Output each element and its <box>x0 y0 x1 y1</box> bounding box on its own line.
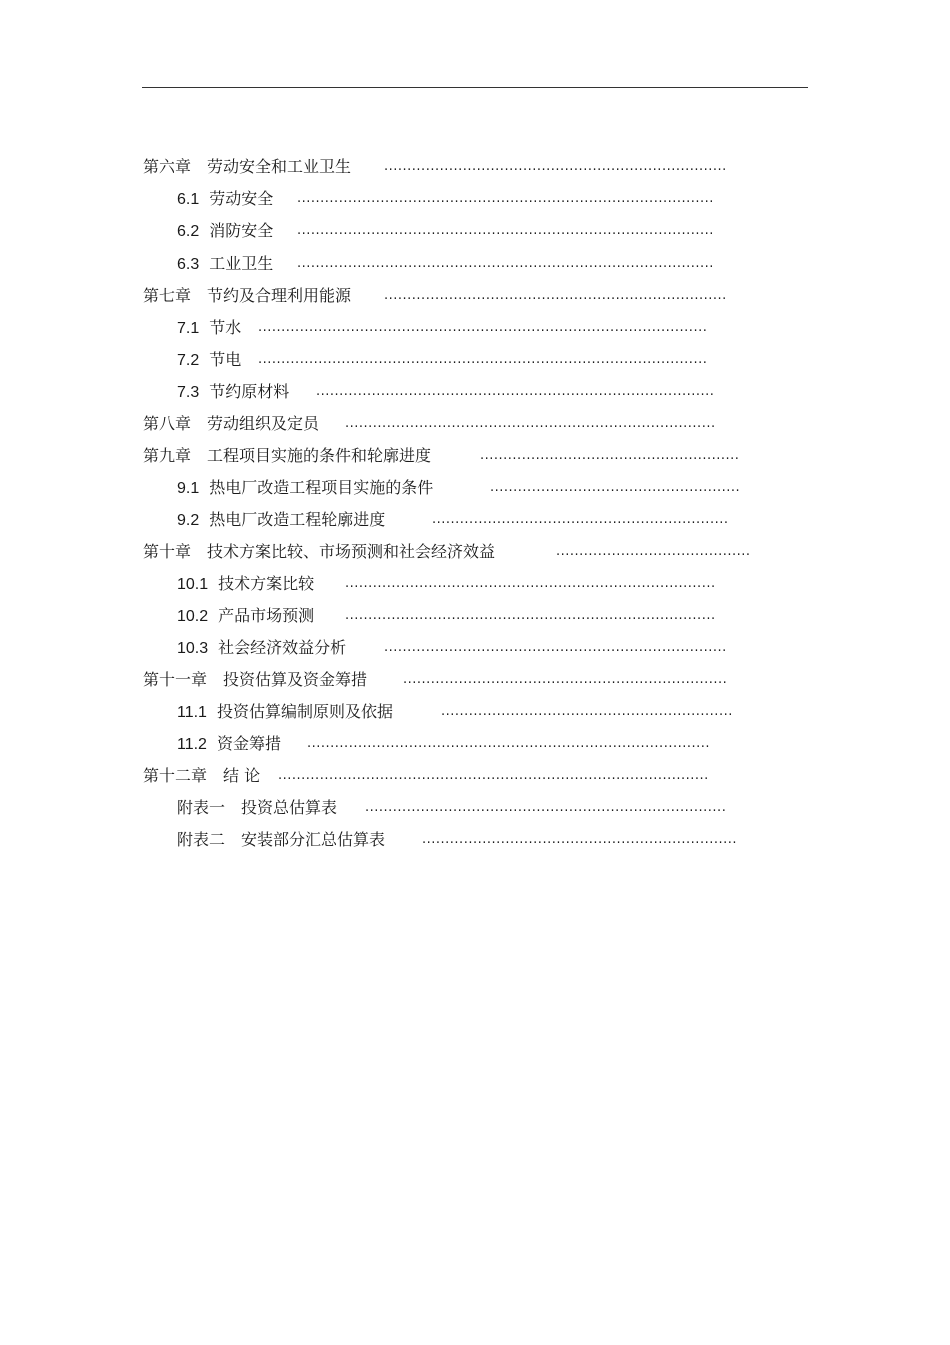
toc-entry-number: 7.3 <box>177 384 200 401</box>
toc-entry-label <box>177 316 241 341</box>
toc-entry-title: 节水 <box>209 318 242 337</box>
toc-entry-label <box>177 572 314 597</box>
toc-entry-title: 附表二 安装部分汇总估算表 <box>177 830 386 849</box>
toc-entry-number: 11.1 <box>177 704 207 721</box>
toc-entry-title: 节约原材料 <box>209 382 290 401</box>
dot-leader: ................................................................................................. <box>258 352 708 367</box>
toc-entry-title: 产品市场预测 <box>218 606 315 625</box>
dot-leader: ...................................................... <box>490 480 741 495</box>
dot-leader: .......................................... <box>556 544 751 559</box>
dot-leader: ...................................................................................... <box>316 384 715 399</box>
toc-entry-number: 10.3 <box>177 640 209 657</box>
toc-entry-label <box>177 508 385 533</box>
toc-entry-number: 9.1 <box>177 480 200 497</box>
toc-entry-title: 消防安全 <box>209 221 274 240</box>
toc-entry-title: 第九章 工程项目实施的条件和轮廓进度 <box>143 446 432 465</box>
toc-entry-number: 10.2 <box>177 608 209 625</box>
dot-leader: ................................................................................ <box>345 608 716 623</box>
dot-leader: .......................................................................... <box>384 288 727 303</box>
toc-entry-title: 第十二章 结 论 <box>143 766 261 785</box>
toc-entry-number: 11.2 <box>177 736 207 753</box>
toc-entry-title: 劳动安全 <box>209 189 274 208</box>
toc-entry-title: 第六章 劳动安全和工业卫生 <box>143 157 352 176</box>
dot-leader: ............................................................... <box>441 704 733 719</box>
dot-leader: .............................................................................. <box>365 800 727 815</box>
dot-leader: ................................................................................................. <box>258 320 708 335</box>
dot-leader: ................................................................................ <box>345 576 716 591</box>
dot-leader: ................................................................ <box>432 512 729 527</box>
toc-entry-label <box>177 219 273 244</box>
dot-leader: ....................................................................................... <box>307 736 711 751</box>
toc-entry-label <box>177 732 281 757</box>
toc-entry-title: 第十章 技术方案比较、市场预测和社会经济效益 <box>143 542 496 561</box>
toc-entry-number: 9.2 <box>177 512 200 529</box>
toc-entry-title: 投资估算编制原则及依据 <box>216 702 393 721</box>
toc-entry-title: 工业卫生 <box>209 254 274 273</box>
toc-entry-label <box>177 380 289 405</box>
toc-entry-title: 技术方案比较 <box>218 574 315 593</box>
toc-entry-title: 社会经济效益分析 <box>218 638 347 657</box>
toc-entry-label <box>177 476 433 501</box>
dot-leader: ............................................................................................. <box>278 768 709 783</box>
toc-entry-number: 7.1 <box>177 320 200 337</box>
toc-entry-number: 6.3 <box>177 256 200 273</box>
toc-entry-number: 6.1 <box>177 191 200 208</box>
dot-leader: .......................................................................... <box>384 640 727 655</box>
toc-entry-title: 第十一章 投资估算及资金筹措 <box>143 670 368 689</box>
toc-entry-label <box>177 700 393 725</box>
dot-leader: .................................................................... <box>422 832 737 847</box>
toc-entry-label <box>177 636 346 661</box>
dot-leader: .......................................................................................... <box>297 191 714 206</box>
dot-leader: .......................................................................... <box>384 159 727 174</box>
toc-entry-title: 资金筹措 <box>216 734 281 753</box>
toc-entry-title: 热电厂改造工程轮廓进度 <box>209 510 386 529</box>
toc-entry-title: 热电厂改造工程项目实施的条件 <box>209 478 434 497</box>
toc-entry-label <box>177 187 273 212</box>
dot-leader: ........................................................ <box>480 448 740 463</box>
toc-entry-title: 第七章 节约及合理利用能源 <box>143 286 352 305</box>
toc-entry-label <box>177 252 273 277</box>
dot-leader: .......................................................................................... <box>297 223 714 238</box>
toc-entry-title: 节电 <box>209 350 242 369</box>
dot-leader: .......................................................................................... <box>297 256 714 271</box>
toc-entry-number: 6.2 <box>177 223 200 240</box>
dot-leader: ...................................................................... <box>403 672 728 687</box>
toc-entry-label <box>177 604 314 629</box>
toc-entry-label <box>177 348 241 373</box>
dot-leader: ................................................................................ <box>345 416 716 431</box>
toc-entry-number: 7.2 <box>177 352 200 369</box>
toc-entry-title: 第八章 劳动组织及定员 <box>143 414 320 433</box>
toc-entry-title: 附表一 投资总估算表 <box>177 798 338 817</box>
toc-entry-number: 10.1 <box>177 576 209 593</box>
